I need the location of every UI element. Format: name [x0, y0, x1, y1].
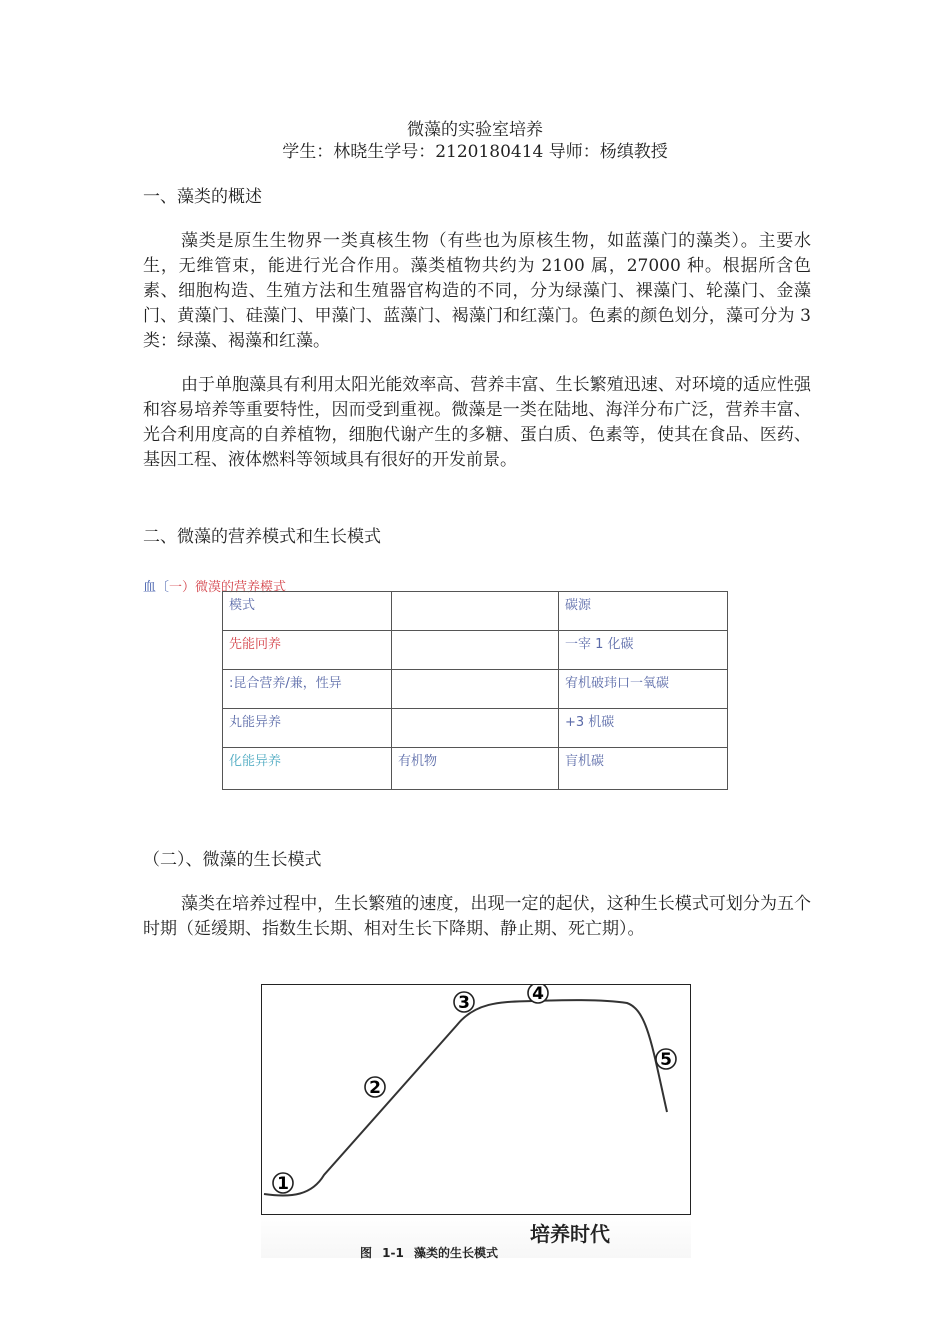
table-cell: 肓机碳: [559, 748, 728, 790]
table-cell: [392, 670, 559, 709]
table-cell: 宥机破玮口一氧碳: [559, 670, 728, 709]
growth-curve-line: [264, 1000, 667, 1195]
table-cell: 化能异养: [223, 748, 392, 790]
table-row: [223, 709, 728, 748]
table-cell: 模式: [223, 592, 392, 631]
table-cell: +3 机碳: [559, 709, 728, 748]
table-cell: [392, 631, 559, 670]
nutrition-mode-table: [222, 591, 728, 790]
author-line: 学生：林晓生学号：2120180414 导师：杨缜教授: [282, 142, 668, 162]
table-cell: :昆合营养/兼，性异: [223, 670, 392, 709]
table-cell: [392, 709, 559, 748]
table-row: [223, 748, 728, 790]
table-row: [223, 631, 728, 670]
phase-4-label: 4: [532, 985, 544, 1004]
table-cell: 丸能异养: [223, 709, 392, 748]
subsection-heading: （二）、微藻的生长模式: [143, 850, 322, 870]
table-cell: 有机物: [392, 748, 559, 790]
growth-curve-svg: [262, 985, 690, 1214]
section-2-heading: 二、微藻的营养模式和生长模式: [143, 527, 381, 547]
growth-curve-figure: [261, 984, 691, 1215]
table-caption-mark: 血〔: [143, 580, 170, 595]
table-row: [223, 592, 728, 631]
figure-x-axis-label: 培养时代: [530, 1222, 610, 1246]
phase-3-label: 3: [458, 993, 470, 1013]
section-1-paragraph-1: 藻类是原生生物界一类真核生物（有些也为原核生物，如蓝藻门的藻类）。主要水生，无维管束，能进行光合作用。藻类植物共约为 2100 属，27000 种。根据所含色素、细胞构造、生殖方法和生殖器官构造的不同，分为绿藻门、裸藻门、轮藻门、金藻门、黄藻门、硅藻门、甲藻门、蓝藻门、褐藻门和红藻门。色素的颜色划分，藻可分为 3 类：绿藻、褐藻和红藻。: [143, 231, 811, 351]
page-title: 微藻的实验室培养: [407, 120, 543, 140]
table-cell: 先能冋养: [223, 631, 392, 670]
table-caption-text: 一）微漠的营养模式: [169, 580, 287, 595]
phase-2-label: 2: [369, 1078, 381, 1098]
section-2-paragraph: 藻类在培养过程中，生长繁殖的速度，出现一定的起伏，这种生长模式可划分为五个时期（延缓期、指数生长期、相对生长下降期、静止期、死亡期）。: [143, 894, 811, 939]
figure-caption: 图 1-1 藻类的生长模式: [360, 1246, 499, 1260]
section-1-paragraph-2: 由于单胞藻具有利用太阳光能效率高、营养丰富、生长繁殖迅速、对环境的适应性强和容易培养等重要特性，因而受到重视。微藻是一类在陆地、海洋分布广泛，营养丰富、光合利用度高的自养植物，细胞代谢产生的多糖、蛋白质、色素等，使其在食品、医药、基因工程、液体燃料等领域具有很好的开发前景。: [143, 375, 811, 470]
phase-5-label: 5: [660, 1050, 672, 1070]
table-cell: 一宰 1 化碳: [559, 631, 728, 670]
table-row: [223, 670, 728, 709]
table-cell: 碳源: [559, 592, 728, 631]
phase-1-label: 1: [277, 1174, 289, 1194]
section-1-heading: 一、藻类的概述: [143, 187, 262, 207]
table-cell: [392, 592, 559, 631]
